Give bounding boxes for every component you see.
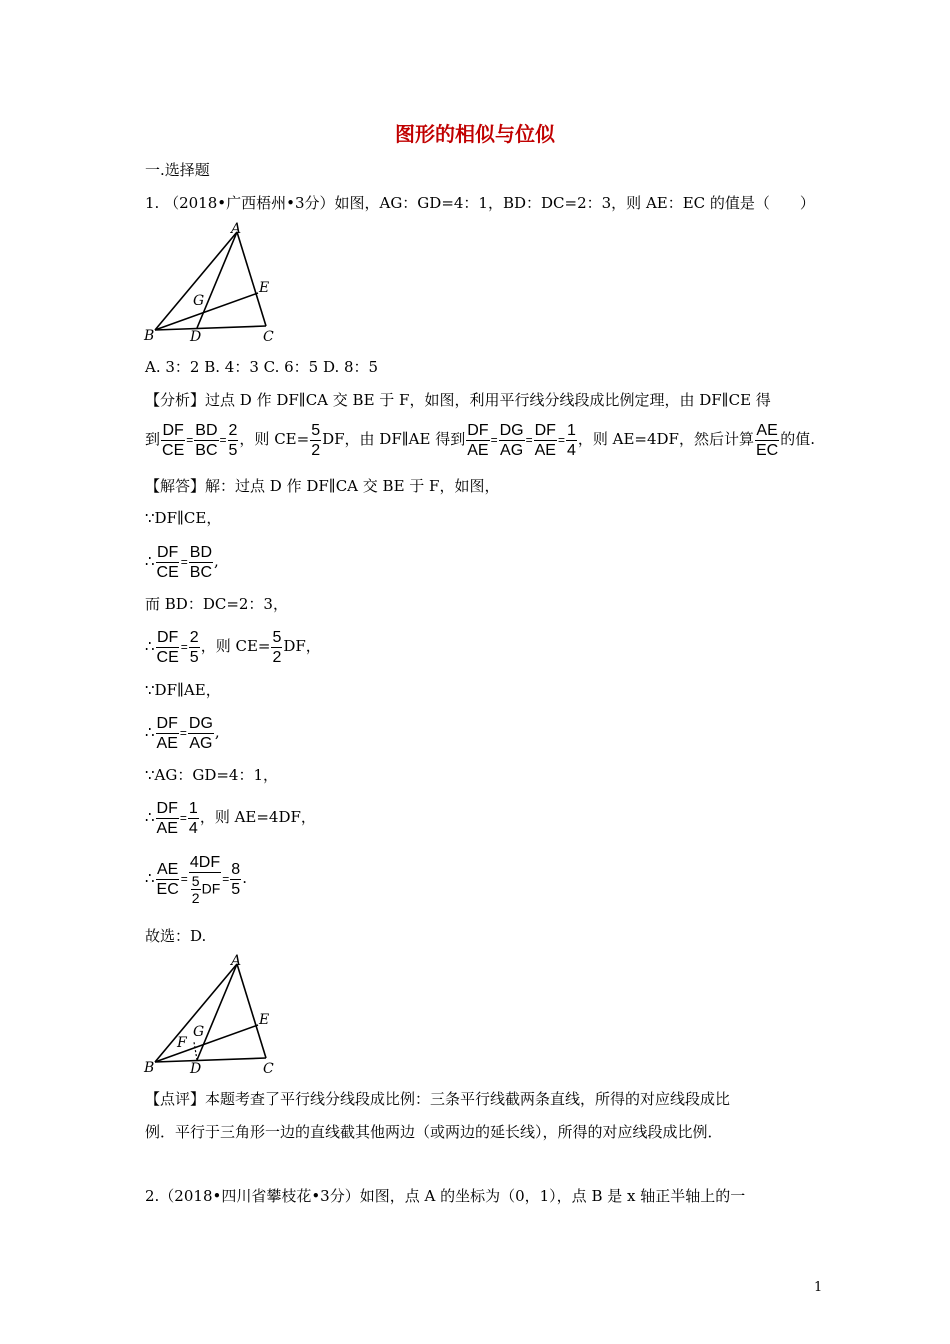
label-D: D bbox=[190, 1061, 202, 1077]
frac-AE-EC: $\frac{AE}{EC}$ bbox=[755, 421, 779, 459]
q1-step3: 而 BD：DC=2：3， bbox=[145, 595, 288, 613]
q1-step4: ∴ $\frac{DF}{CE}$ = $\frac{2}{5}$ ，则 CE= $\frac{5}{2}$ DF， bbox=[145, 628, 321, 666]
section-heading: 一.选择题 bbox=[145, 161, 210, 179]
label-D: D bbox=[190, 329, 202, 345]
q1-step2: ∴ $\frac{DF}{CE}$ = $\frac{BD}{BC}$ , bbox=[145, 543, 219, 581]
label-A: A bbox=[231, 221, 242, 237]
q1-comment-line2: 例．平行于三角形一边的直线截其他两边（或两边的延长线），所得的对应线段成比例． bbox=[145, 1123, 723, 1141]
q1-step5: ∵DF∥AE， bbox=[145, 681, 221, 699]
q1-step9: ∴ $\frac{AE}{EC}$ = 4DF $\frac{5}{2}$ DF = $\frac{8}{5}$ . bbox=[145, 853, 247, 906]
label-F: F bbox=[177, 1035, 187, 1051]
q1-answer: 故选：D. bbox=[145, 927, 207, 945]
frac-DF-AE: $\frac{DF}{AE}$ bbox=[467, 421, 489, 459]
label-G: G bbox=[193, 1024, 205, 1040]
q1-analysis-line1: 【分析】过点 D 作 DF∥CA 交 BE 于 F，如图，利用平行线分线段成比例定理，由 DF∥CE 得 bbox=[145, 391, 771, 409]
frac-2-5: $\frac{2}{5}$ bbox=[228, 421, 238, 459]
q1-figure-triangle-with-f bbox=[140, 952, 285, 1077]
frac-DG-AG: $\frac{DG}{AG}$ bbox=[499, 421, 524, 459]
text: 到 bbox=[145, 430, 161, 448]
label-C: C bbox=[263, 329, 274, 345]
frac-BD-BC: $\frac{BD}{BC}$ bbox=[195, 421, 218, 459]
q1-solution-head: 【解答】解：过点 D 作 DF∥CA 交 BE 于 F，如图， bbox=[145, 477, 500, 495]
label-B: B bbox=[144, 1060, 155, 1076]
q1-step1: ∵DF∥CE， bbox=[145, 509, 222, 527]
q1-stem: 1. （2018•广西梧州•3分）如图，AG：GD=4：1，BD：DC=2：3，则 AE：EC 的值是（ ） bbox=[145, 194, 815, 212]
label-G: G bbox=[193, 293, 205, 309]
label-C: C bbox=[263, 1061, 274, 1077]
frac-DF-AE: $\frac{DF}{AE}$ bbox=[534, 421, 556, 459]
q1-step8: ∴ $\frac{DF}{AE}$ = $\frac{1}{4}$ ，则 AE=4DF， bbox=[145, 799, 316, 837]
q1-step7: ∵AG：GD=4：1， bbox=[145, 766, 279, 784]
q2-stem: 2.（2018•四川省攀枝花•3分）如图，点 A 的坐标为（0，1），点 B 是 x 轴正半轴上的一 bbox=[145, 1187, 746, 1205]
q1-figure-triangle bbox=[140, 220, 285, 345]
page-number: 1 bbox=[814, 1280, 823, 1295]
label-A: A bbox=[231, 953, 242, 969]
label-E: E bbox=[259, 1012, 270, 1028]
q1-analysis-line2: 到 $\frac{DF}{CE}$ = $\frac{BD}{BC}$ = $\frac{2}{5}$ ，则 CE= $\frac{5}{2}$ DF，由 DF∥AE 得到 $\frac{DF}{AE}$ = $\frac{DG}{AG}$ = $\frac{DF}{AE}$ = $\frac{1}{4}$ ，则 AE=4DF，然后计算 $\frac{AE}{EC}$ 的值. bbox=[145, 421, 815, 459]
q1-step6: ∴ $\frac{DF}{AE}$ = $\frac{DG}{AG}$ , bbox=[145, 714, 220, 752]
label-E: E bbox=[259, 280, 270, 296]
q1-comment-line1: 【点评】本题考查了平行线分线段成比例：三条平行线截两条直线，所得的对应线段成比 bbox=[145, 1090, 731, 1108]
frac-DF-CE: $\frac{DF}{CE}$ bbox=[162, 421, 185, 459]
q1-options: A. 3：2 B. 4：3 C. 6：5 D. 8：5 bbox=[145, 358, 379, 376]
frac-5-2: $\frac{5}{2}$ bbox=[311, 421, 321, 459]
page-title: 图形的相似与位似 bbox=[395, 122, 555, 146]
label-B: B bbox=[144, 328, 155, 344]
frac-1-4: $\frac{1}{4}$ bbox=[566, 421, 576, 459]
